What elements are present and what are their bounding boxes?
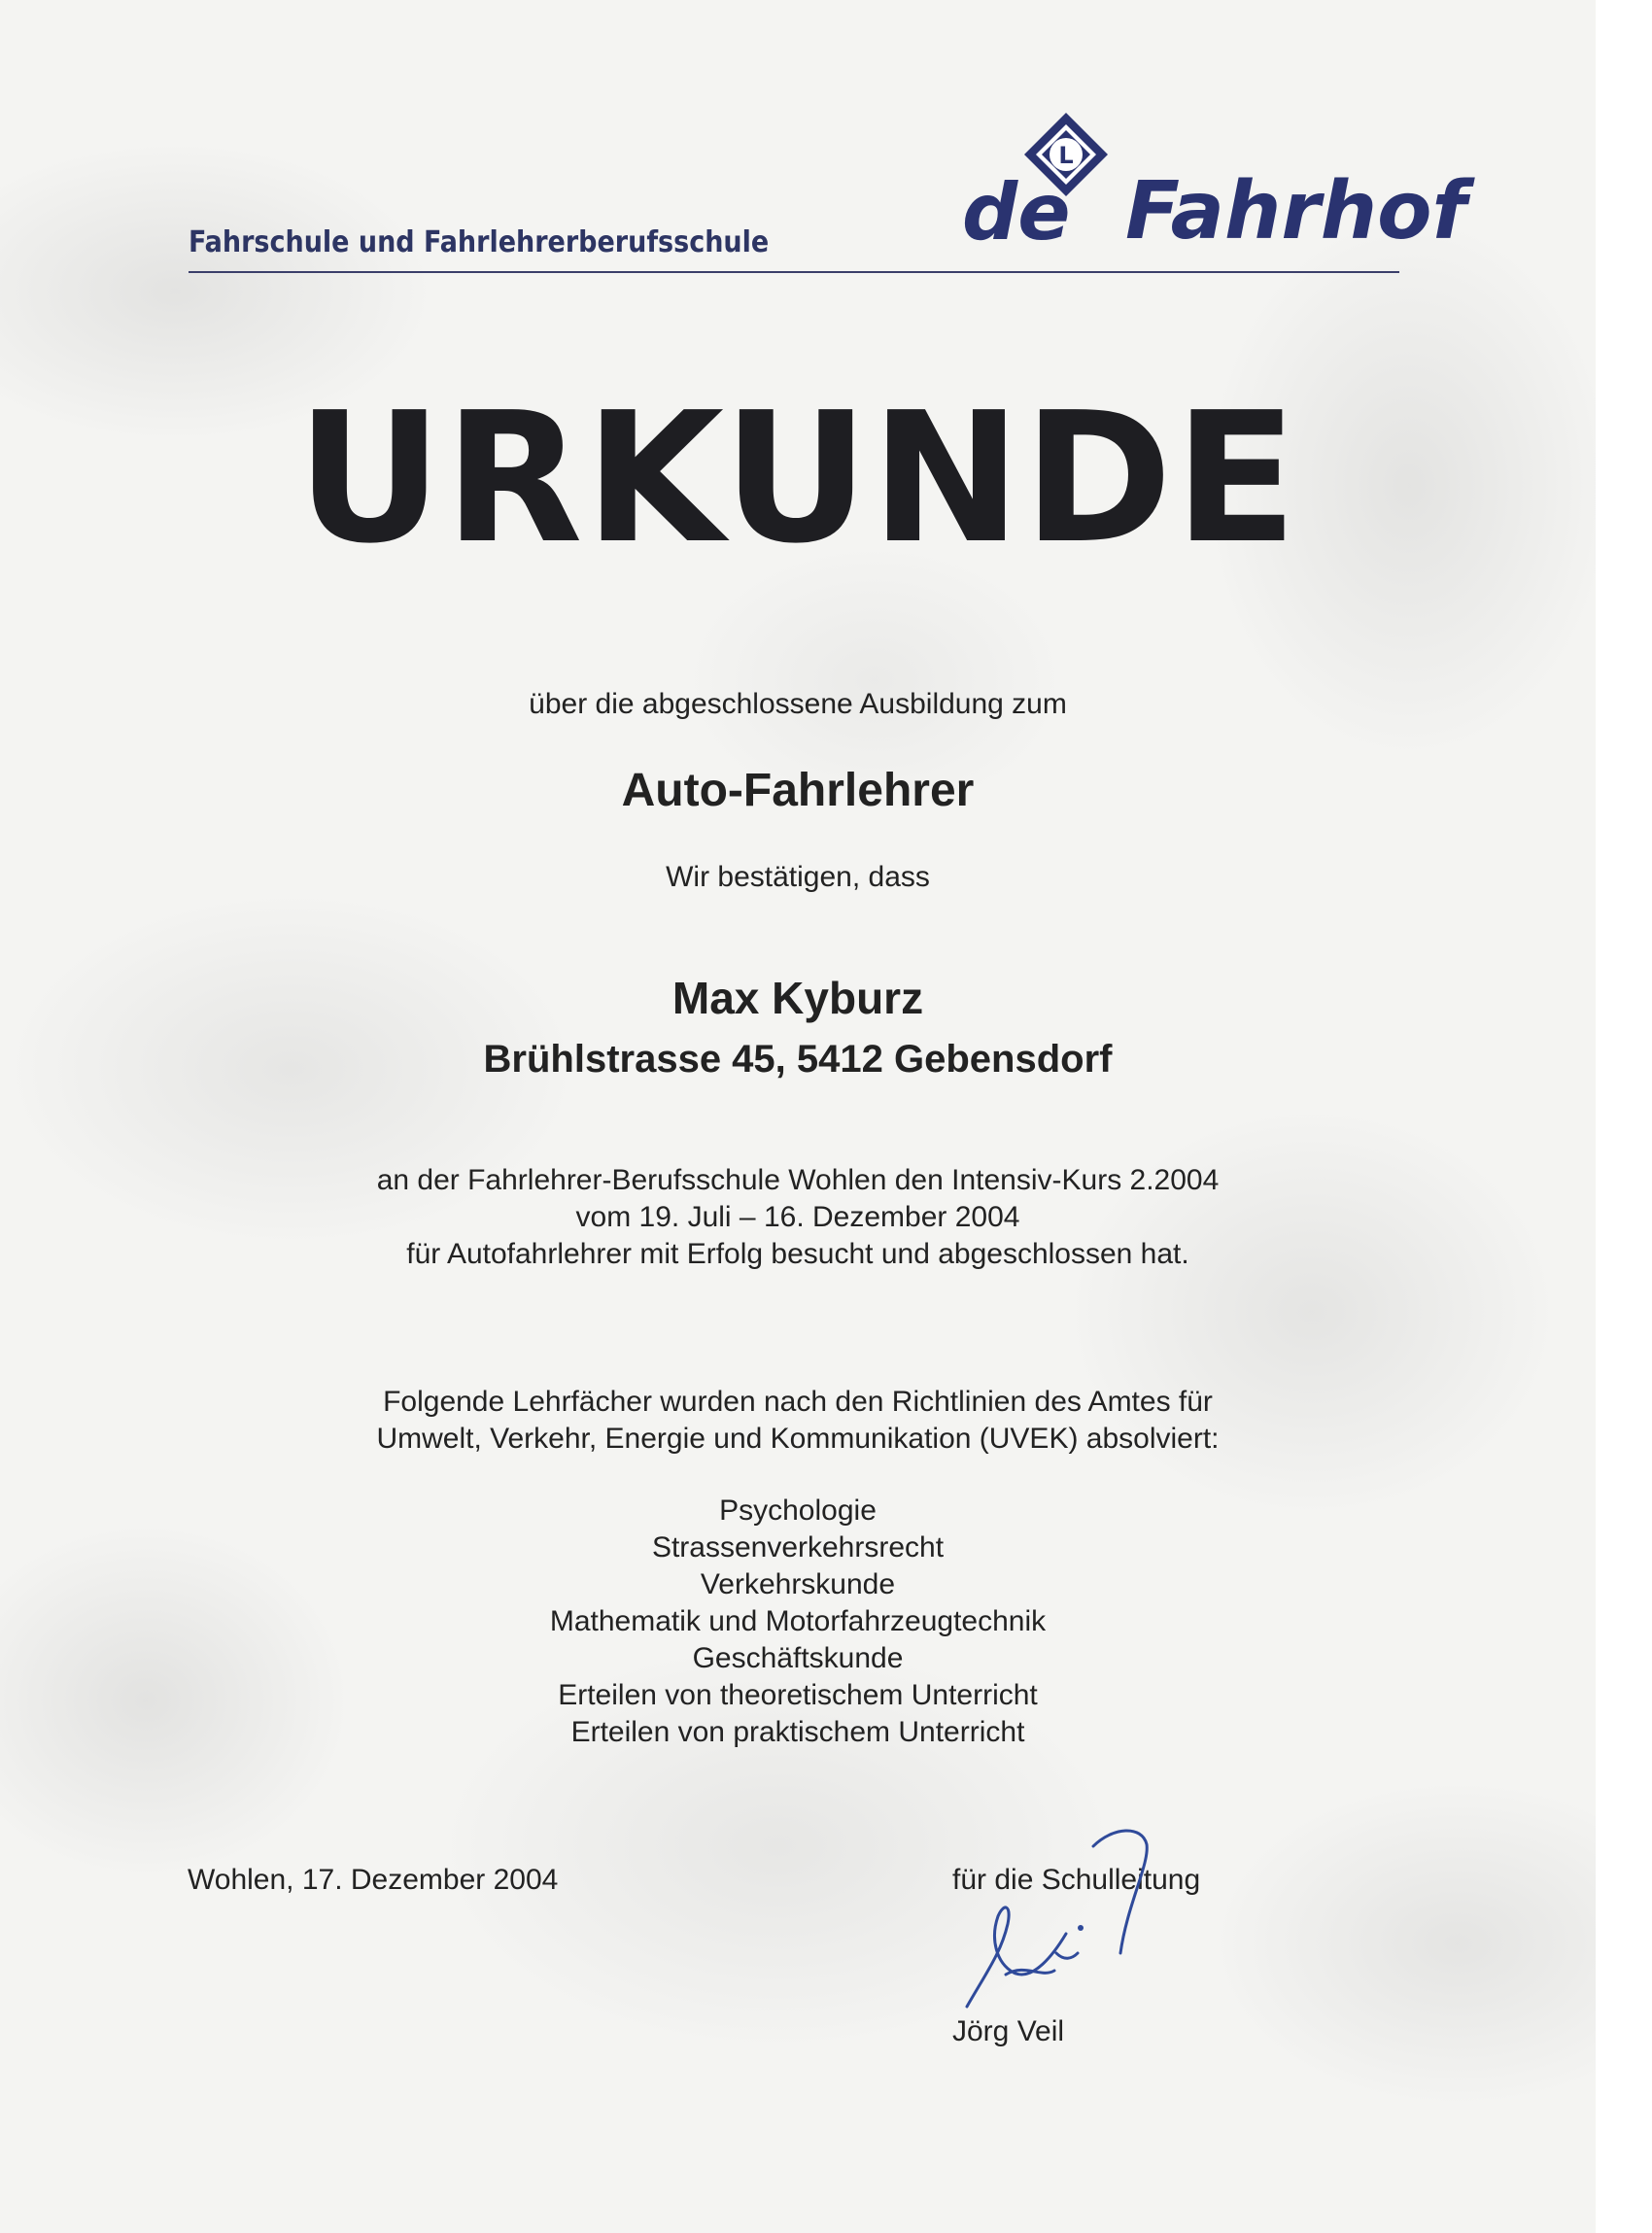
certificate-title: URKUNDE (296, 373, 1299, 583)
confirm-text: Wir bestätigen, dass (666, 861, 930, 893)
header-divider (189, 271, 1399, 273)
subject-item: Erteilen von theoretischem Unterricht (558, 1679, 1038, 1711)
signer-name: Jörg Veil (952, 2015, 1065, 2047)
subjects-intro-line: Folgende Lehrfächer wurden nach den Richtlinien des Amtes für (383, 1386, 1213, 1418)
place-date: Wohlen, 17. Dezember 2004 (188, 1864, 559, 1896)
course-text (0, 1162, 1596, 1273)
course-line: vom 19. Juli – 16. Dezember 2004 (575, 1201, 1020, 1233)
person-name: Max Kyburz (671, 973, 924, 1023)
logo-prefix: de (962, 167, 1071, 258)
subject-item: Verkehrskunde (700, 1568, 896, 1600)
handwritten-signature (947, 1807, 1200, 2021)
subjects-intro (0, 1384, 1596, 1458)
logo-letter: L (1058, 142, 1074, 169)
intro-text: über die abgeschlossene Ausbildung zum (529, 688, 1067, 720)
subject-item: Mathematik und Motorfahrzeugtechnik (549, 1605, 1047, 1637)
course-line: an der Fahrlehrer-Berufsschule Wohlen den Intensiv-Kurs 2.2004 (376, 1164, 1220, 1196)
scan-edge (1596, 0, 1652, 2233)
subjects-intro-line: Umwelt, Verkehr, Energie und Kommunikation (UVEK) absolviert: (376, 1423, 1220, 1455)
subject-list (0, 1493, 1596, 1751)
role-title: Auto-Fahrlehrer (621, 765, 975, 816)
subject-item: Erteilen von praktischem Unterricht (570, 1716, 1025, 1748)
subject-item: Geschäftskunde (692, 1642, 904, 1674)
school-name: Fahrschule und Fahrlehrerberufsschule (189, 225, 770, 259)
subject-item: Psychologie (719, 1494, 877, 1527)
subject-item: Strassenverkehrsrecht (651, 1531, 945, 1563)
person-address: Brühlstrasse 45, 5412 Gebensdorf (483, 1038, 1113, 1081)
logo-name: Fahrhof (1125, 165, 1467, 258)
signature-caption: für die Schulleitung (952, 1864, 1201, 1896)
course-line: für Autofahrlehrer mit Erfolg besucht und abgeschlossen hat. (406, 1238, 1189, 1270)
